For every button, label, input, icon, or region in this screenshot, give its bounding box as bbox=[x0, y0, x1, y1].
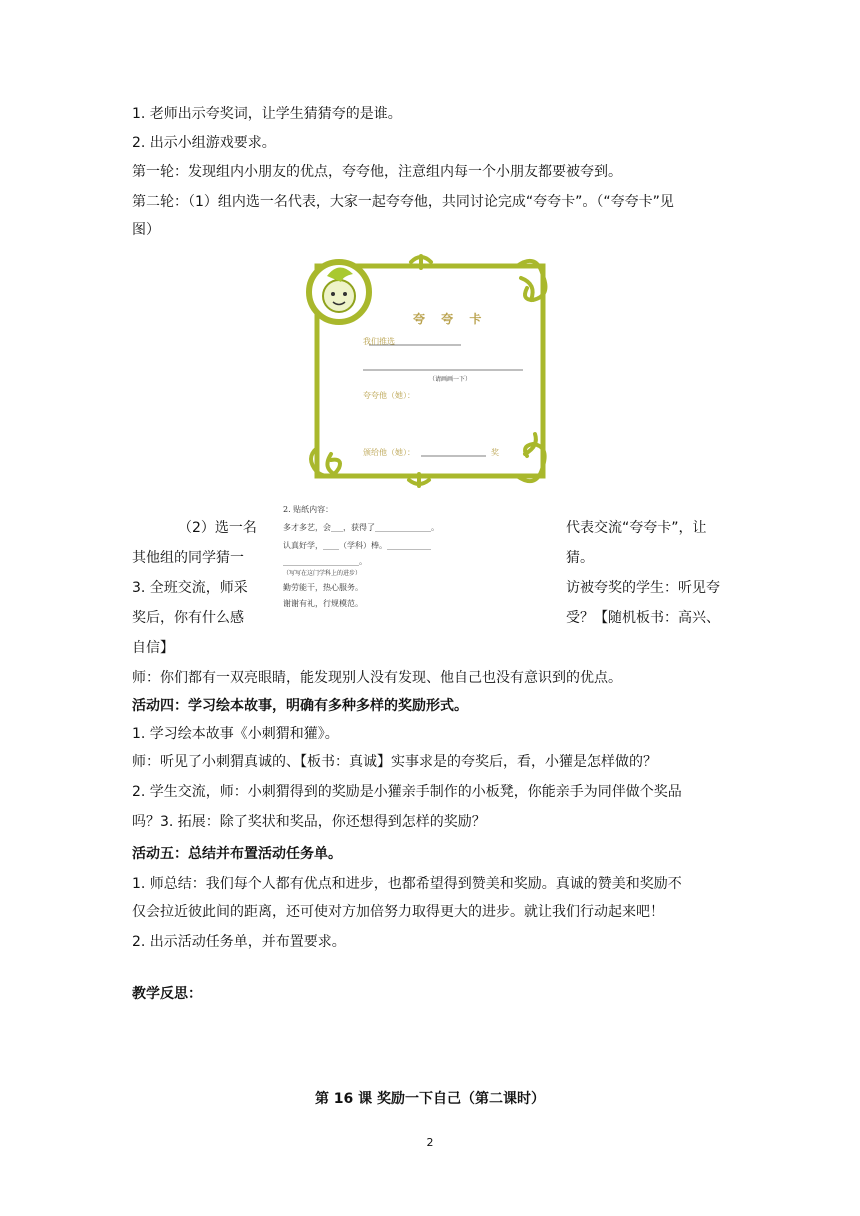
para-confident: 自信】 bbox=[132, 640, 174, 656]
card-content-heading: 2. 贴纸内容： bbox=[283, 505, 334, 514]
card-content-line-6: 谢谢有礼，行规模范。 bbox=[283, 599, 363, 608]
wrap-right-2: 猜。 bbox=[566, 550, 594, 566]
card-award-label: 颁给他（她）： bbox=[363, 448, 415, 457]
wrap-left-2: 其他组的同学猜一 bbox=[132, 550, 244, 566]
para-student-exchange: 2. 学生交流，师：小刺猬得到的奖励是小獾亲手制作的小板凳，你能亲手为同伴做个奖品 bbox=[132, 784, 682, 800]
heading-activity-four: 活动四：学习绘本故事，明确有多种多样的奖励形式。 bbox=[132, 698, 468, 714]
card-award-suffix: 奖 bbox=[491, 448, 499, 457]
para-round-two-cont: 图） bbox=[132, 222, 160, 238]
heading-reflection: 教学反思： bbox=[132, 986, 202, 1002]
lesson-title: 第 16 课 奖励一下自己（第二课时） bbox=[314, 1091, 546, 1107]
card-title: 夸 夸 卡 bbox=[413, 312, 488, 326]
para-teacher-eyes: 师：你们都有一双亮眼睛，能发现别人没有发现、他自己也没有意识到的优点。 bbox=[132, 670, 622, 686]
card-content-line-3: ___________________。 bbox=[283, 557, 367, 566]
card-hint: （请画画一下） bbox=[429, 376, 472, 383]
wrap-left-3: 3. 全班交流，师采 bbox=[132, 580, 248, 596]
para-student-exchange-cont: 吗？3. 拓展：除了奖状和奖品，你还想得到怎样的奖励？ bbox=[132, 814, 486, 830]
para-praise-words: 1. 老师出示夸奖词，让学生猜猜夸的是谁。 bbox=[132, 106, 402, 122]
wrap-left-1: （2）选一名 bbox=[178, 520, 257, 536]
para-round-one: 第一轮：发现组内小朋友的优点，夸夸他，注意组内每一个小朋友都要被夸到。 bbox=[132, 164, 622, 180]
card-content-line-1: 多才多艺，会___，获得了______________。 bbox=[283, 523, 439, 532]
para-teacher-summary: 1. 师总结：我们每个人都有优点和进步，也都希望得到赞美和奖励。真诚的赞美和奖励不 bbox=[132, 876, 682, 892]
card-content-line-5: 勤劳能干，热心服务。 bbox=[283, 583, 363, 592]
card-content-line-2: 认真好学，____（学科）棒。___________ bbox=[283, 541, 431, 550]
para-round-two: 第二轮：（1）组内选一名代表，大家一起夸夸他，共同讨论完成“夸夸卡”。（“夸夸卡”见 bbox=[132, 194, 674, 210]
para-task-sheet: 2. 出示活动任务单，并布置要求。 bbox=[132, 934, 346, 950]
page-number: 2 bbox=[426, 1136, 434, 1149]
wrap-left-4: 奖后，你有什么感 bbox=[132, 610, 244, 626]
para-hedgehog-praise: 师：听见了小刺猬真诚的、【板书：真诚】实事求是的夸奖后，看，小獾是怎样做的？ bbox=[132, 754, 657, 770]
para-group-rules: 2. 出示小组游戏要求。 bbox=[132, 135, 276, 151]
para-teacher-summary-cont: 仅会拉近彼此间的距离，还可使对方加倍努力取得更大的进步。就让我们行动起来吧！ bbox=[132, 904, 664, 920]
para-picture-book: 1. 学习绘本故事《小刺猬和獾》。 bbox=[132, 726, 339, 742]
card-content-line-4: （写写在这门学科上的进步） bbox=[283, 570, 362, 577]
card-praise-label: 夸夸他（她）： bbox=[363, 391, 415, 400]
wrap-right-3: 访被夸奖的学生：听见夸 bbox=[566, 580, 720, 596]
card-recommend-label: 我们推选 bbox=[363, 337, 395, 346]
heading-activity-five: 活动五：总结并布置活动任务单。 bbox=[132, 846, 342, 862]
wrap-right-4: 受？【随机板书：高兴、 bbox=[566, 610, 720, 626]
wrap-right-1: 代表交流“夸夸卡”，让 bbox=[566, 520, 707, 536]
praise-card-figure bbox=[281, 248, 559, 628]
